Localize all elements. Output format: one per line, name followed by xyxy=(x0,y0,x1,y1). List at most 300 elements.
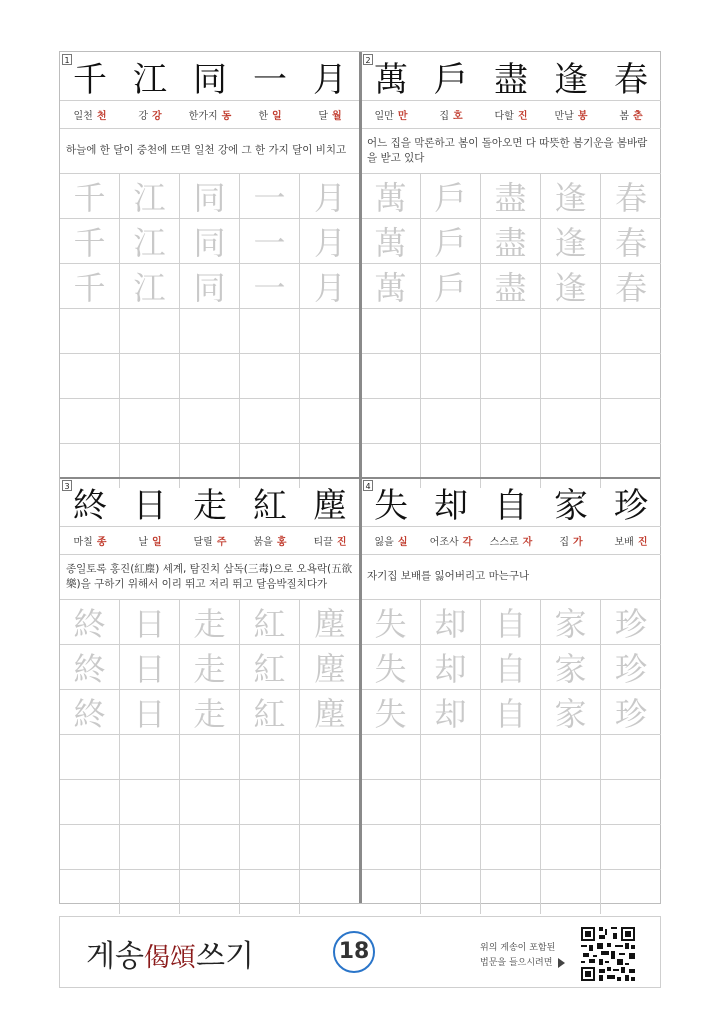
trace-cell xyxy=(361,600,421,644)
trace-row xyxy=(361,219,661,264)
blank-cell xyxy=(180,825,240,869)
trace-char: 一 xyxy=(253,269,286,307)
trace-cell xyxy=(601,174,661,218)
trace-cell xyxy=(421,690,481,734)
blank-cell xyxy=(180,870,240,914)
trace-row xyxy=(60,645,360,690)
title-suffix: 쓰기 xyxy=(195,939,254,974)
blank-cell xyxy=(240,780,300,824)
blank-cell xyxy=(240,735,300,779)
trace-char: 却 xyxy=(434,695,467,733)
meaning-text: 집 xyxy=(559,536,569,548)
trace-cell xyxy=(421,600,481,644)
trace-char: 珍 xyxy=(614,695,647,733)
trace-char: 江 xyxy=(133,269,166,307)
blank-cell xyxy=(60,399,120,443)
trace-cell xyxy=(541,690,601,734)
blank-cell xyxy=(481,780,541,824)
hanja-char: 終 xyxy=(73,485,107,526)
trace-cell xyxy=(120,600,180,644)
blank-cell xyxy=(60,780,120,824)
trace-char: 戶 xyxy=(434,179,467,217)
reading-row xyxy=(361,526,661,555)
blank-cell xyxy=(60,870,120,914)
trace-row xyxy=(60,690,360,735)
trace-cell xyxy=(120,645,180,689)
trace-char: 萬 xyxy=(374,179,407,217)
sentence-text: 하늘에 한 달이 중천에 뜨면 일천 강에 그 한 가지 달이 비치고 xyxy=(60,128,360,174)
trace-char: 日 xyxy=(133,695,166,733)
hanja-char: 却 xyxy=(434,485,468,526)
trace-char: 走 xyxy=(193,695,226,733)
blank-cell xyxy=(361,309,421,353)
blank-cell xyxy=(541,735,601,779)
trace-char: 家 xyxy=(554,695,587,733)
trace-cell xyxy=(601,219,661,263)
trace-cell xyxy=(120,264,180,308)
sound-text: 강 xyxy=(152,110,162,122)
blank-cell xyxy=(541,780,601,824)
trace-char: 逢 xyxy=(554,179,587,217)
blank-practice-row xyxy=(60,309,360,354)
sound-text: 만 xyxy=(397,110,408,122)
blank-cell xyxy=(361,825,421,869)
trace-row xyxy=(361,264,661,309)
hanja-char: 戶 xyxy=(434,59,468,100)
trace-cell xyxy=(120,219,180,263)
blank-cell xyxy=(481,870,541,914)
trace-cell xyxy=(300,645,360,689)
meaning-text: 티끌 xyxy=(313,536,333,548)
trace-cell xyxy=(120,174,180,218)
trace-char: 失 xyxy=(374,695,407,733)
blank-cell xyxy=(481,399,541,443)
trace-row xyxy=(60,174,360,219)
sound-text: 각 xyxy=(462,536,473,548)
section-number: 2 xyxy=(363,54,373,65)
hanja-char: 同 xyxy=(193,59,227,100)
trace-char: 千 xyxy=(73,179,106,217)
trace-cell xyxy=(601,600,661,644)
blank-cell xyxy=(300,780,360,824)
hanja-char: 盡 xyxy=(494,59,528,100)
sound-text: 동 xyxy=(221,110,232,122)
trace-char: 家 xyxy=(554,650,587,688)
trace-cell xyxy=(601,264,661,308)
trace-cell xyxy=(240,600,300,644)
trace-cell xyxy=(60,690,120,734)
trace-cell xyxy=(180,219,240,263)
sound-text: 가 xyxy=(573,536,583,548)
blank-cell xyxy=(541,870,601,914)
blank-cell xyxy=(601,780,661,824)
blank-cell xyxy=(120,354,180,398)
section-number: 4 xyxy=(363,480,373,491)
hanja-char: 紅 xyxy=(253,485,287,526)
sound-text: 실 xyxy=(397,536,408,548)
trace-char: 日 xyxy=(133,650,166,688)
trace-cell xyxy=(361,690,421,734)
sound-text: 봉 xyxy=(577,110,588,122)
sound-text: 진 xyxy=(336,536,347,548)
trace-row xyxy=(361,690,661,735)
practice-grid xyxy=(60,174,360,489)
hanja-char: 日 xyxy=(133,485,167,526)
blank-cell xyxy=(421,354,481,398)
blank-cell xyxy=(300,309,360,353)
trace-char: 紅 xyxy=(253,650,286,688)
blank-cell xyxy=(180,399,240,443)
blank-cell xyxy=(481,309,541,353)
meaning-text: 달릴 xyxy=(193,536,213,548)
blank-cell xyxy=(300,825,360,869)
trace-char: 紅 xyxy=(253,695,286,733)
trace-char: 春 xyxy=(614,179,647,217)
hanja-char: 月 xyxy=(313,59,347,100)
hanja-char: 失 xyxy=(374,485,408,526)
blank-cell xyxy=(421,735,481,779)
trace-char: 盡 xyxy=(494,269,527,307)
blank-practice-row xyxy=(361,780,661,825)
hanja-row xyxy=(361,52,661,101)
trace-char: 珍 xyxy=(614,650,647,688)
blank-practice-row xyxy=(60,825,360,870)
blank-practice-row xyxy=(60,780,360,825)
section-1 xyxy=(60,52,360,478)
hanja-char: 逢 xyxy=(554,59,588,100)
trace-char: 家 xyxy=(554,605,587,643)
sound-text: 춘 xyxy=(633,110,643,122)
blank-cell xyxy=(120,735,180,779)
trace-cell xyxy=(421,264,481,308)
trace-cell xyxy=(300,690,360,734)
trace-row xyxy=(361,600,661,645)
blank-cell xyxy=(300,870,360,914)
meaning-text: 다할 xyxy=(494,110,514,122)
trace-cell xyxy=(180,600,240,644)
blank-practice-row xyxy=(361,735,661,780)
meaning-text: 만날 xyxy=(554,110,574,122)
blank-cell xyxy=(60,354,120,398)
blank-cell xyxy=(421,825,481,869)
trace-char: 日 xyxy=(133,605,166,643)
hanja-row xyxy=(60,478,360,527)
blank-practice-row xyxy=(60,354,360,399)
trace-row xyxy=(361,174,661,219)
trace-cell xyxy=(60,645,120,689)
blank-cell xyxy=(300,399,360,443)
trace-cell xyxy=(240,690,300,734)
blank-cell xyxy=(300,354,360,398)
sound-text: 일 xyxy=(152,536,162,548)
hanja-char: 千 xyxy=(73,59,107,100)
sound-text: 월 xyxy=(332,110,342,122)
sentence-text: 종일토록 홍진(紅塵) 세계, 탐진치 삼독(三毒)으로 오욕락(五欲樂)을 구하기 위해서 이리 뛰고 저리 뛰고 달음박질치다가 xyxy=(60,554,360,600)
hanja-row xyxy=(60,52,360,101)
sentence-text: 어느 집을 막론하고 봄이 돌아오면 다 따뜻한 봄기운을 봄바람을 받고 있다 xyxy=(361,128,661,174)
trace-cell xyxy=(481,219,541,263)
blank-cell xyxy=(60,309,120,353)
trace-char: 失 xyxy=(374,605,407,643)
hanja-char: 一 xyxy=(253,59,287,100)
blank-cell xyxy=(421,309,481,353)
trace-cell xyxy=(60,600,120,644)
worksheet-title xyxy=(86,931,254,975)
trace-char: 自 xyxy=(494,695,527,733)
trace-cell xyxy=(481,264,541,308)
trace-char: 萬 xyxy=(374,224,407,262)
hanja-char: 走 xyxy=(193,485,227,526)
trace-cell xyxy=(300,600,360,644)
hanja-char: 塵 xyxy=(313,485,347,526)
trace-char: 戶 xyxy=(434,269,467,307)
trace-cell xyxy=(361,264,421,308)
trace-cell xyxy=(240,645,300,689)
trace-char: 失 xyxy=(374,650,407,688)
blank-cell xyxy=(361,870,421,914)
trace-row xyxy=(60,264,360,309)
trace-char: 却 xyxy=(434,605,467,643)
practice-grid xyxy=(361,174,661,489)
hanja-char: 春 xyxy=(614,59,648,100)
trace-char: 盡 xyxy=(494,179,527,217)
trace-char: 塵 xyxy=(313,605,346,643)
trace-char: 同 xyxy=(193,269,226,307)
trace-cell xyxy=(240,219,300,263)
blank-cell xyxy=(180,735,240,779)
trace-char: 月 xyxy=(313,224,346,262)
trace-row xyxy=(60,219,360,264)
blank-cell xyxy=(120,399,180,443)
trace-cell xyxy=(481,174,541,218)
trace-char: 盡 xyxy=(494,224,527,262)
blank-practice-row xyxy=(60,870,360,915)
hanja-char: 江 xyxy=(133,59,167,100)
trace-cell xyxy=(541,600,601,644)
trace-cell xyxy=(180,690,240,734)
blank-practice-row xyxy=(361,354,661,399)
trace-cell xyxy=(601,645,661,689)
blank-cell xyxy=(120,825,180,869)
trace-cell xyxy=(421,174,481,218)
blank-cell xyxy=(361,399,421,443)
meaning-text: 한가지 xyxy=(188,110,218,122)
sound-text: 호 xyxy=(453,110,463,122)
section-4 xyxy=(361,478,661,904)
blank-practice-row xyxy=(361,825,661,870)
blank-cell xyxy=(240,870,300,914)
trace-cell xyxy=(421,219,481,263)
blank-cell xyxy=(361,780,421,824)
sound-text: 진 xyxy=(517,110,528,122)
sound-text: 진 xyxy=(637,536,648,548)
worksheet xyxy=(59,51,661,904)
blank-cell xyxy=(180,354,240,398)
trace-cell xyxy=(180,264,240,308)
trace-row xyxy=(60,600,360,645)
trace-char: 春 xyxy=(614,224,647,262)
blank-cell xyxy=(541,399,601,443)
trace-char: 同 xyxy=(193,224,226,262)
page-number: 18 xyxy=(333,931,375,973)
meaning-text: 달 xyxy=(318,110,328,122)
sound-text: 홍 xyxy=(276,536,287,548)
trace-char: 江 xyxy=(133,224,166,262)
hanja-char: 萬 xyxy=(374,59,408,100)
sound-text: 주 xyxy=(216,536,227,548)
meaning-text: 일천 xyxy=(73,110,93,122)
trace-char: 一 xyxy=(253,224,286,262)
trace-char: 紅 xyxy=(253,605,286,643)
meaning-text: 마칠 xyxy=(73,536,93,548)
trace-char: 終 xyxy=(73,695,106,733)
blank-cell xyxy=(240,399,300,443)
trace-char: 逢 xyxy=(554,224,587,262)
section-divider-horizontal xyxy=(60,477,660,479)
trace-cell xyxy=(541,645,601,689)
trace-cell xyxy=(300,219,360,263)
blank-cell xyxy=(361,735,421,779)
trace-cell xyxy=(60,219,120,263)
meaning-text: 일만 xyxy=(374,110,394,122)
section-2 xyxy=(361,52,661,478)
blank-cell xyxy=(421,870,481,914)
blank-cell xyxy=(120,870,180,914)
blank-cell xyxy=(300,735,360,779)
trace-cell xyxy=(361,645,421,689)
blank-cell xyxy=(601,309,661,353)
trace-cell xyxy=(60,264,120,308)
blank-cell xyxy=(601,825,661,869)
meaning-text: 어조사 xyxy=(429,536,459,548)
trace-char: 自 xyxy=(494,605,527,643)
title-hanja: 偈頌 xyxy=(143,943,196,973)
trace-char: 終 xyxy=(73,605,106,643)
trace-char: 萬 xyxy=(374,269,407,307)
reading-row xyxy=(361,100,661,129)
trace-cell xyxy=(120,690,180,734)
blank-practice-row xyxy=(60,735,360,780)
trace-char: 春 xyxy=(614,269,647,307)
trace-char: 一 xyxy=(253,179,286,217)
qr-note-line2: 법문을 들으시려면 xyxy=(480,958,553,968)
section-number: 3 xyxy=(62,480,72,491)
blank-cell xyxy=(120,309,180,353)
qr-note xyxy=(480,941,565,971)
blank-cell xyxy=(240,309,300,353)
practice-grid xyxy=(60,600,360,915)
meaning-text: 잃을 xyxy=(374,536,394,548)
trace-char: 自 xyxy=(494,650,527,688)
trace-cell xyxy=(601,690,661,734)
trace-cell xyxy=(481,600,541,644)
trace-char: 戶 xyxy=(434,224,467,262)
blank-cell xyxy=(541,354,601,398)
blank-cell xyxy=(60,735,120,779)
trace-cell xyxy=(240,174,300,218)
practice-grid xyxy=(361,600,661,915)
trace-char: 走 xyxy=(193,650,226,688)
blank-practice-row xyxy=(361,309,661,354)
trace-char: 終 xyxy=(73,650,106,688)
sound-text: 종 xyxy=(96,536,107,548)
trace-char: 塵 xyxy=(313,650,346,688)
qr-code-icon[interactable] xyxy=(581,927,635,981)
trace-char: 走 xyxy=(193,605,226,643)
title-prefix: 게송 xyxy=(86,939,144,974)
blank-cell xyxy=(601,735,661,779)
trace-cell xyxy=(240,264,300,308)
blank-cell xyxy=(541,825,601,869)
blank-cell xyxy=(240,354,300,398)
trace-char: 千 xyxy=(73,224,106,262)
blank-cell xyxy=(120,780,180,824)
trace-char: 千 xyxy=(73,269,106,307)
meaning-text: 한 xyxy=(258,110,268,122)
blank-cell xyxy=(180,309,240,353)
meaning-text: 봄 xyxy=(619,110,629,122)
meaning-text: 집 xyxy=(439,110,449,122)
blank-cell xyxy=(601,399,661,443)
hanja-char: 家 xyxy=(554,485,588,526)
sound-text: 자 xyxy=(522,536,533,548)
trace-cell xyxy=(541,264,601,308)
trace-char: 同 xyxy=(193,179,226,217)
blank-cell xyxy=(421,780,481,824)
blank-cell xyxy=(541,309,601,353)
meaning-text: 스스로 xyxy=(489,536,519,548)
qr-note-line1: 위의 게송이 포함된 xyxy=(480,943,556,953)
trace-cell xyxy=(541,219,601,263)
meaning-text: 날 xyxy=(138,536,148,548)
blank-cell xyxy=(481,825,541,869)
blank-cell xyxy=(421,399,481,443)
sentence-text: 자기집 보배를 잃어버리고 마는구나 xyxy=(361,554,661,600)
hanja-char: 珍 xyxy=(614,485,648,526)
blank-cell xyxy=(601,870,661,914)
trace-char: 却 xyxy=(434,650,467,688)
trace-char: 珍 xyxy=(614,605,647,643)
meaning-text: 강 xyxy=(138,110,148,122)
trace-cell xyxy=(180,174,240,218)
blank-practice-row xyxy=(60,399,360,444)
hanja-row xyxy=(361,478,661,527)
blank-cell xyxy=(180,780,240,824)
blank-cell xyxy=(240,825,300,869)
meaning-text: 보배 xyxy=(614,536,634,548)
footer xyxy=(59,916,661,988)
reading-row xyxy=(60,526,360,555)
trace-cell xyxy=(481,690,541,734)
trace-char: 逢 xyxy=(554,269,587,307)
trace-cell xyxy=(421,645,481,689)
blank-cell xyxy=(601,354,661,398)
trace-cell xyxy=(300,264,360,308)
reading-row xyxy=(60,100,360,129)
trace-cell xyxy=(541,174,601,218)
trace-cell xyxy=(300,174,360,218)
trace-char: 月 xyxy=(313,269,346,307)
trace-cell xyxy=(361,174,421,218)
trace-char: 江 xyxy=(133,179,166,217)
blank-cell xyxy=(481,354,541,398)
sound-text: 천 xyxy=(96,110,107,122)
trace-cell xyxy=(180,645,240,689)
meaning-text: 붉을 xyxy=(253,536,273,548)
trace-cell xyxy=(361,219,421,263)
blank-cell xyxy=(60,825,120,869)
trace-cell xyxy=(60,174,120,218)
